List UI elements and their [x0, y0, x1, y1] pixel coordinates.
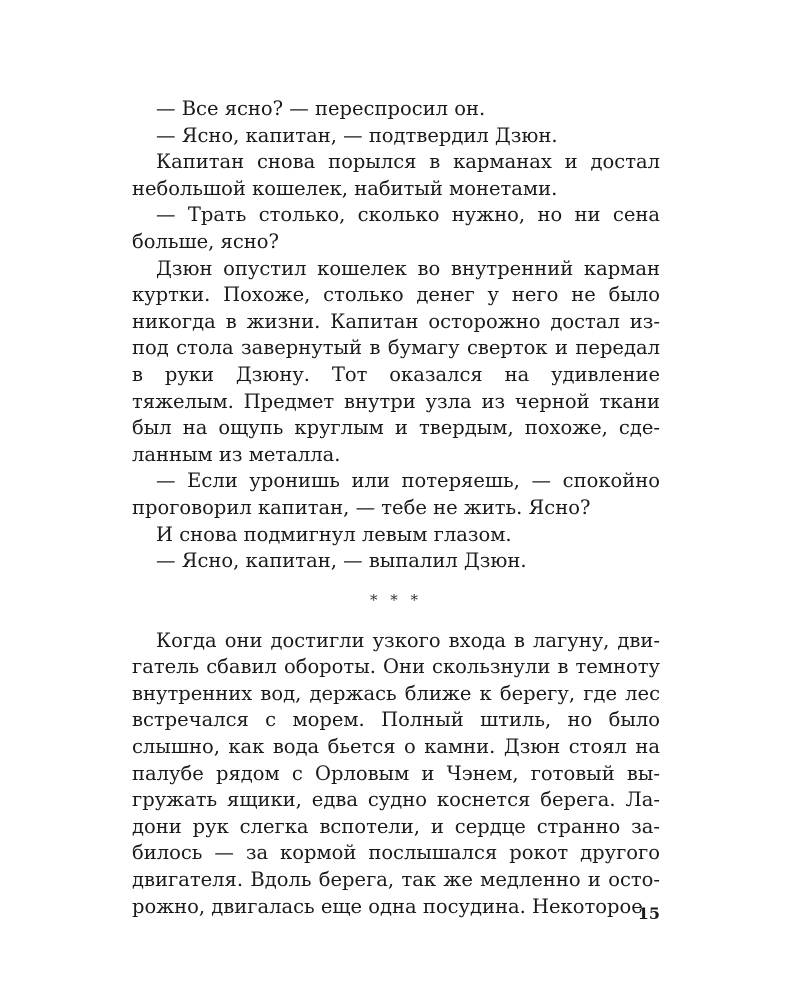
paragraph: И снова подмигнул левым глазом.: [156, 522, 512, 546]
body-text: [132, 96, 660, 920]
paragraph: — Ясно, капитан, — подтвердил Дзюн.: [156, 123, 558, 147]
paragraph: — Все ясно? — переспросил он.: [156, 97, 486, 120]
paragraph: — Ясно, капитан, — выпалил Дзюн.: [156, 549, 527, 573]
paragraph: Капитан снова порылся в карманах и достал небольшой кошелек, набитый монетами.: [132, 150, 660, 200]
paragraph: Когда они достигли узкого входа в лагуну, двигатель сбавил обороты. Они скользнули в темноту внутренних вод, держась ближе к берегу, где лес встречался с морем. Полный штиль, но было слышно, как вода бьется о камни. Дзюн стоял на палубе рядом с Орловым и Чэнем, готовый выгружать ящики, едва судно коснется берега. Ладони рук слегка вспотели, и сердце странно забилось — за кормой послышался рокот другого двигателя. Вдоль берега, так же медленно и осторожно, двигалась еще одна посудина. Некоторое: [132, 628, 660, 918]
paragraph: Дзюн опустил кошелек во внутренний карман куртки. Похоже, столько денег у него не было никогда в жизни. Капитан осторожно достал из-под стола завернутый в бумагу сверток и передал в руки Дзюну. Тот оказался на удивление тяжелым. Предмет внутри узла из черной ткани был на ощупь круглым и твердым, похоже, сделанным из металла.: [132, 256, 660, 466]
page-number: 15: [637, 904, 660, 923]
section-separator: * * *: [369, 590, 423, 609]
paragraph: — Трать столько, сколько нужно, но ни сена больше, ясно?: [132, 203, 660, 253]
paragraph: — Если уронишь или потеряешь, — спокойно проговорил капитан, — тебе не жить. Ясно?: [132, 469, 660, 519]
